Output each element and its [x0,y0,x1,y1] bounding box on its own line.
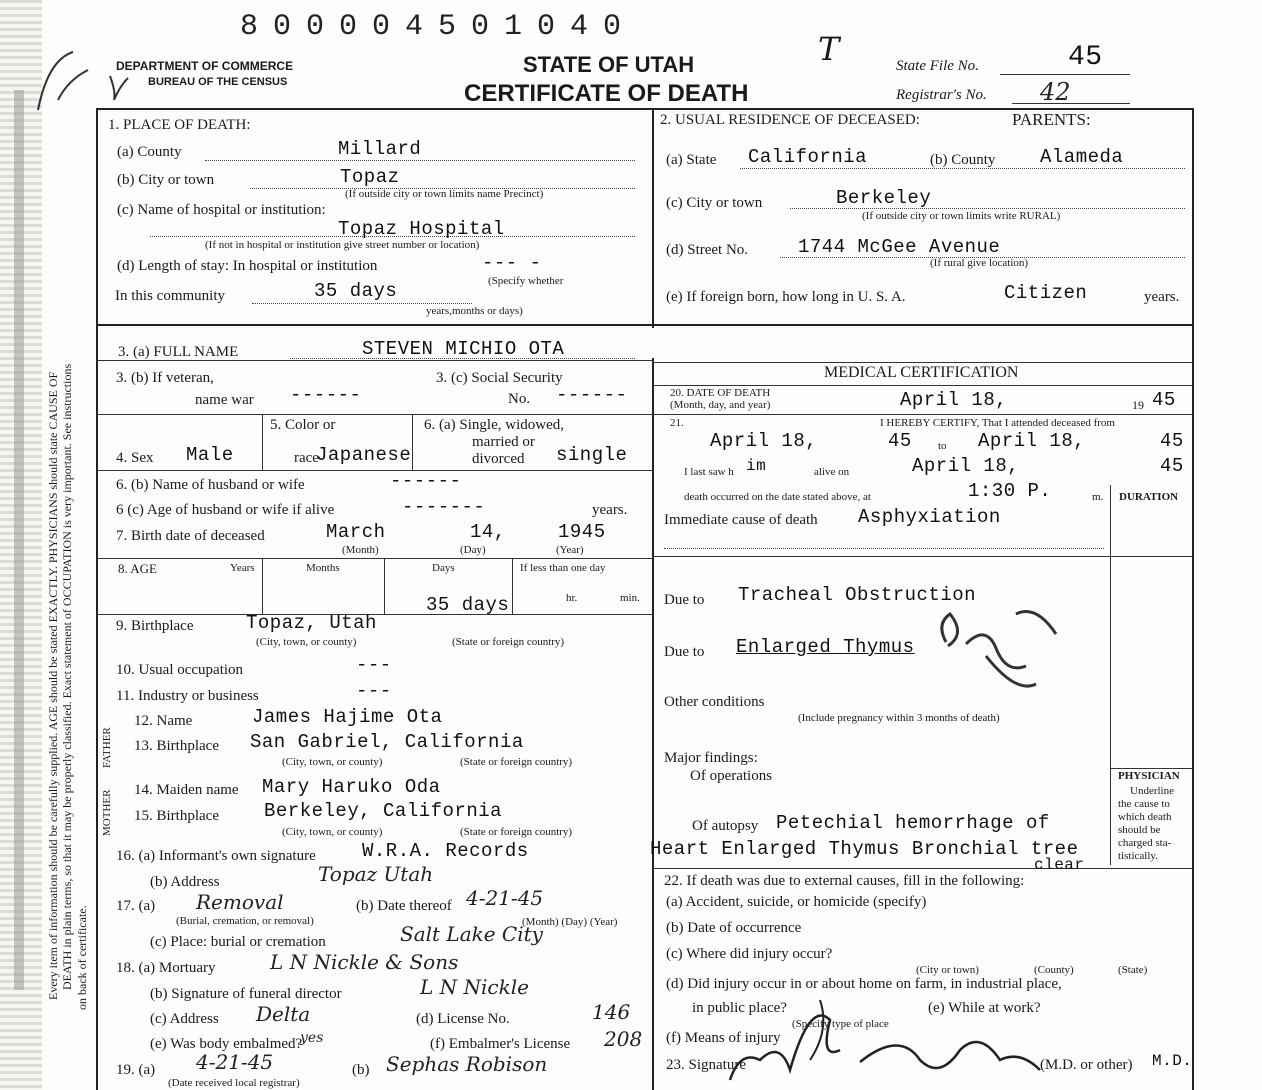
date-year-prefix: 19 [1132,398,1144,412]
months-col: Months [306,562,340,574]
age-husband-label: 6 (c) Age of husband or wife if alive [116,502,335,518]
res-street-label: (d) Street No. [666,242,749,258]
year-caption: (Year) [556,544,584,556]
external-c: (c) Where did injury occur? [666,946,833,962]
last-saw-year: 45 [1160,455,1184,477]
last-saw-date: April 18, [912,455,1020,477]
father-name-label: 12. Name [134,713,193,729]
funeral-director-label: (b) Signature of funeral director [150,986,342,1002]
hr-label: hr. [566,592,578,604]
handwritten-T-mark: T [818,30,840,68]
md-value: M.D. [1152,1052,1193,1070]
burial-caption: (Burial, cremation, or removal) [176,915,314,927]
specify-note2: years,months or days) [426,305,523,317]
hospital-note: (If not in hospital or institution give street number or location) [205,239,480,251]
major-findings-label: Major findings: [664,750,758,766]
last-saw-label: I last saw h [684,466,734,478]
attended-from-year: 45 [888,430,912,452]
certificate-title: CERTIFICATE OF DEATH [464,80,749,107]
alive-label: alive on [814,466,850,478]
mother-name-value: Mary Haruko Oda [262,776,441,798]
autopsy-label: Of autopsy [692,818,759,834]
industry-label: 11. Industry or business [116,688,259,704]
mother-name-label: 14. Maiden name [134,782,239,798]
checkmark-icon [104,68,134,104]
mortuary-label: 18. (a) Mortuary [116,960,216,976]
res-years-label: years. [1144,289,1180,305]
due-to-label-2: Due to [664,644,705,660]
marital-label: 6. (a) Single, widowed, [424,417,564,433]
microfilm-edge-strip [14,90,24,990]
min-label: min. [620,592,640,604]
mother-birthplace-label: 15. Birthplace [134,808,219,824]
license-label: (d) License No. [416,1011,510,1027]
husband-label: 6. (b) Name of husband or wife [116,477,305,493]
other-conditions-caption: (Include pregnancy within 3 months of death) [798,712,1000,724]
ss-value: ------ [556,384,628,406]
hospital-value: Topaz Hospital [338,218,505,240]
burial-place-value: Salt Lake City [400,922,543,946]
full-name-value: STEVEN MICHIO OTA [362,338,565,360]
external-c-city: (City or town) [916,964,979,976]
father-name-value: James Hajime Ota [252,706,443,728]
received-label: 19. (a) [116,1062,156,1078]
duration-label: DURATION [1119,491,1179,503]
parents-mark: PARENTS: [1012,110,1091,129]
stay-hospital-value: --- - [482,252,542,274]
embalmer-license-value: 208 [604,1027,643,1051]
md-label: (M.D. or other) [1040,1057,1133,1073]
corner-handwritten-mark [28,40,98,120]
received-date-value: 4-21-45 [196,1050,274,1074]
occupation-value: --- [356,654,392,676]
marital-label3: divorced [472,451,525,467]
full-name-label: 3. (a) FULL NAME [118,344,239,360]
side-instructions-line3: on back of certificate. [75,905,89,1010]
res-state-value: California [748,146,868,168]
mother-bp-caption2: (State or foreign country) [460,826,573,838]
res-city-value: Berkeley [836,187,932,209]
veteran-value: ------ [290,384,362,406]
received-caption: (Date received local registrar) [168,1077,300,1089]
county-label: (a) County [117,144,182,160]
informant-address-value: Topaz Utah [318,862,434,886]
occupation-label: 10. Usual occupation [116,662,244,678]
res-city-note: (If outside city or town limits write RURAL) [862,210,1061,222]
autopsy-finding-1: Petechial hemorrhage of [776,812,1050,834]
external-d-caption: (Specify type of place [792,1018,889,1030]
veteran-label2: name war [195,392,254,408]
res-foreign-value: Citizen [1004,282,1088,304]
sex-label: 4. Sex [116,450,154,466]
mother-bp-caption: (City, town, or county) [282,826,383,838]
mortuary-value: L N Nickle & Sons [270,950,459,974]
external-d2: in public place? [692,1000,787,1016]
physician-note-6: tistically. [1118,850,1158,862]
license-value: 146 [592,1000,631,1024]
mother-birthplace-value: Berkeley, California [264,800,503,822]
burial-place-label: (c) Place: burial or cremation [150,934,326,950]
res-county-label: (b) County [930,152,996,168]
state-title: STATE OF UTAH [523,52,695,77]
side-instructions-line2: DEATH in plain terms, so that it may be properly classified. Exact statement of OCCUPATION is very important. See instructions [60,363,74,990]
informant-address-label: (b) Address [150,874,220,890]
immediate-cause-value: Asphyxiation [858,506,1001,528]
date-of-death-label: 20. DATE OF DEATH [670,387,771,399]
husband-value: ------ [390,470,462,492]
due-to-value-2: Enlarged Thymus [736,636,915,658]
m-label: m. [1092,491,1104,503]
state-file-number: 45 [1068,42,1103,73]
city-label: (b) City or town [117,172,215,188]
registrar-number: 42 [1040,78,1071,106]
date-of-death-caption: (Month, day, and year) [670,399,771,411]
serial-number: 800004501040 [240,10,637,44]
director-address-value: Delta [256,1002,311,1026]
specify-note: (Specify whether [488,275,564,287]
funeral-director-value: L N Nickle [420,975,529,999]
external-c-state: (State) [1118,964,1148,976]
signature-label: 23. Signature [666,1057,746,1073]
city-value: Topaz [340,166,400,188]
res-county-value: Alameda [1040,146,1124,168]
res-street-value: 1744 McGee Avenue [798,236,1001,258]
father-birthplace-label: 13. Birthplace [134,738,219,754]
physician-note-3: which death [1118,811,1172,823]
sex-value: Male [186,444,234,466]
attended-from: April 18, [710,430,818,452]
mother-tag: MOTHER [101,789,113,836]
occurred-label: death occurred on the date stated above, at [684,491,871,503]
state-file-label: State File No. [896,58,979,74]
medical-heading: MEDICAL CERTIFICATION [824,364,1019,381]
attended-to-year: 45 [1160,430,1184,452]
informant-label: 16. (a) Informant's own signature [116,848,316,864]
informant-value: W.R.A. Records [362,840,529,862]
physician-note-2: the cause to [1118,798,1170,810]
marital-value: single [556,444,628,466]
immediate-cause-label: Immediate cause of death [664,512,818,528]
birth-year: 1945 [558,521,606,543]
less-than-day: If less than one day [520,562,606,574]
ss-label: 3. (c) Social Security [436,370,563,386]
city-note: (If outside city or town limits name Precinct) [345,188,544,200]
burial-date-label: (b) Date thereof [356,898,452,914]
certify-number: 21. [670,417,684,429]
industry-value: --- [356,680,392,702]
embalmed-label: (e) Was body embalmed? [150,1036,303,1052]
to-label: to [938,440,947,452]
age-husband-value: ------- [402,496,486,518]
county-value: Millard [338,138,422,160]
father-bp-caption: (City, town, or county) [282,756,383,768]
veteran-label: 3. (b) If veteran, [116,370,214,386]
day-caption: (Day) [460,544,486,556]
external-c-county: (County) [1034,964,1074,976]
dept-name: DEPARTMENT OF COMMERCE [116,59,294,73]
physician-note-5: charged sta- [1118,837,1172,849]
external-d: (d) Did injury occur in or about home on farm, in industrial place, [666,976,1062,992]
burial-date-value: 4-21-45 [466,886,544,910]
birthplace-caption: (City, town, or county) [256,636,357,648]
father-birthplace-value: San Gabriel, California [250,731,524,753]
registrar-sig-label: (b) [352,1062,370,1078]
hospital-label: (c) Name of hospital or institution: [117,202,326,218]
place-of-death-heading: 1. PLACE OF DEATH: [108,117,251,133]
birth-month: March [326,521,386,543]
physician-note-4: should be [1118,824,1161,836]
operations-label: Of operations [690,768,773,784]
residence-heading: 2. USUAL RESIDENCE OF DECEASED: [660,112,920,128]
age-label: 8. AGE [118,561,157,576]
community-label: In this community [115,288,225,304]
days-col: Days [432,562,455,574]
other-conditions-label: Other conditions [664,694,765,710]
birthdate-label: 7. Birth date of deceased [116,528,265,544]
burial-label: 17. (a) [116,898,156,914]
director-address-label: (c) Address [150,1011,219,1027]
age-days-value: 35 days [426,594,510,616]
race-value: Japanese [316,444,412,466]
external-a: (a) Accident, suicide, or homicide (specify) [666,894,927,910]
embalmed-value: yes [300,1030,324,1046]
external-b: (b) Date of occurrence [666,920,802,936]
community-value: 35 days [314,280,398,302]
birthplace-caption2: (State or foreign country) [452,636,565,648]
external-e: (e) While at work? [928,1000,1041,1016]
external-heading: 22. If death was due to external causes, fill in the following: [664,873,1025,889]
burial-value: Removal [196,890,284,914]
date-of-death-value: April 18, [900,389,1008,411]
external-f: (f) Means of injury [666,1030,781,1046]
registrar-signature: Sephas Robison [386,1052,548,1076]
certify-statement: I HEREBY CERTIFY, That I attended deceased from [880,417,1115,429]
marital-label2: married or [472,434,535,450]
autopsy-finding-3: clear [1034,856,1085,874]
birthplace-value: Topaz, Utah [246,612,377,634]
years-col: Years [230,562,255,574]
physician-note-head: PHYSICIAN [1118,770,1180,782]
res-foreign-label: (e) If foreign born, how long in U. S. A. [666,289,906,305]
date-of-death-year: 45 [1152,389,1176,411]
race-label: race [294,450,319,466]
father-bp-caption2: (State or foreign country) [460,756,573,768]
age-husband-years: years. [592,502,628,518]
attended-to: April 18, [978,430,1086,452]
due-to-label-1: Due to [664,592,705,608]
month-caption: (Month) [342,544,379,556]
physician-note-1: Underline [1130,785,1174,797]
embalmer-license-label: (f) Embalmer's License [430,1036,571,1052]
last-saw-pronoun: im [746,457,767,475]
res-street-note: (If rural give location) [930,257,1029,269]
length-of-stay-label: (d) Length of stay: In hospital or institution [117,258,378,274]
physician-initials-mark [926,594,1076,704]
side-instructions-line1: Every item of information should be carefully supplied. AGE should be stated EXACTLY. PHYSICIANS should state CAUSE OF [46,371,60,1000]
due-to-value-1: Tracheal Obstruction [738,584,977,606]
time-of-death: 1:30 P. [968,480,1052,502]
father-tag: FATHER [101,727,113,768]
birth-day: 14, [470,521,506,543]
physician-signature [700,990,1060,1090]
res-city-label: (c) City or town [666,195,763,211]
registrar-number-label: Registrar's No. [896,87,987,103]
color-label: 5. Color or [270,417,336,433]
ss-label2: No. [508,391,531,407]
birthplace-label: 9. Birthplace [116,618,194,634]
bureau-name: BUREAU OF THE CENSUS [148,76,288,88]
autopsy-finding-2: Heart Enlarged Thymus Bronchial tree [650,838,1079,860]
res-state-label: (a) State [666,152,717,168]
burial-date-caption: (Month) (Day) (Year) [522,916,618,928]
